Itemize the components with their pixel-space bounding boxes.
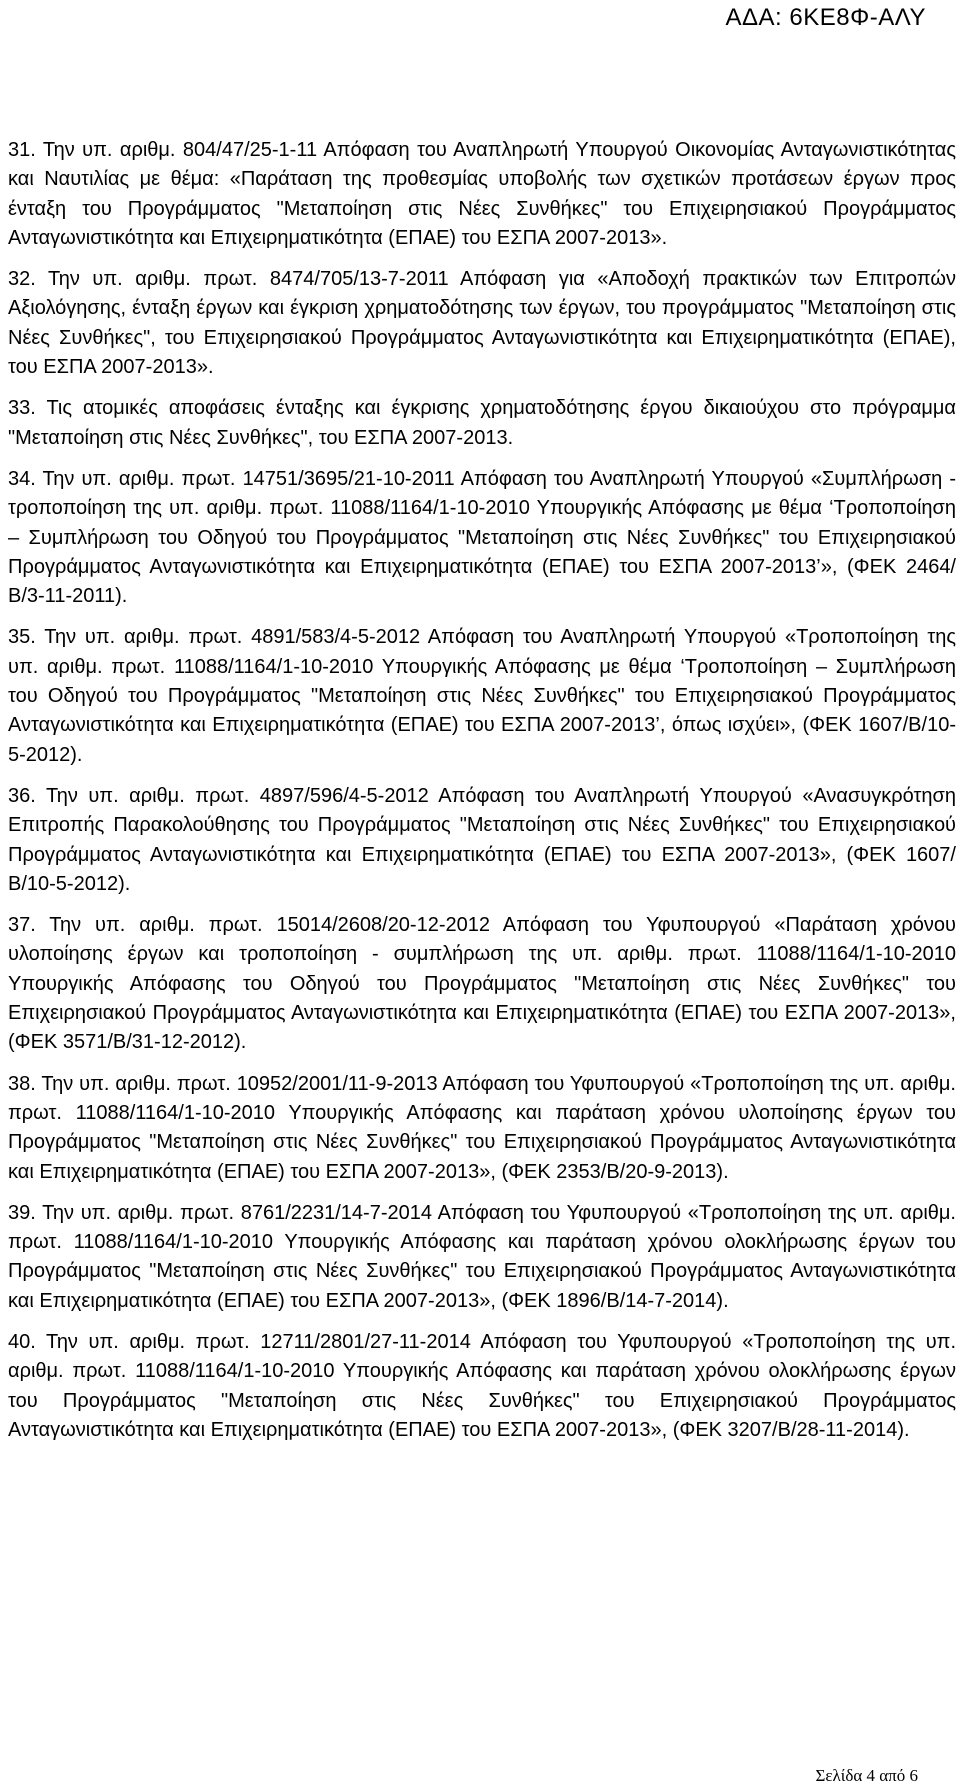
numbered-paragraph-37: 37. Την υπ. αριθμ. πρωτ. 15014/2608/20-12-2012 Απόφαση του Υφυπουργού «Παράταση χρόνου υλοποίησης έργων και τροποποίηση - συμπλήρωση της υπ. αριθμ. πρωτ. 11088/1164/1-10-2010 Υπουργικής Απόφασης του Οδηγού του Προγράμματος "Μεταποίηση στις Νέες Συνθήκες" του Επιχειρησιακού Προγράμματος Ανταγωνιστικότητα και Επιχειρηματικότητα (ΕΠΑΕ) του ΕΣΠΑ 2007-2013», (ΦΕΚ 3571/Β/31-12-2012).	[8, 914, 956, 1054]
numbered-paragraph-31: 31. Την υπ. αριθμ. 804/47/25-1-11 Απόφαση του Αναπληρωτή Υπουργού Οικονομίας Ανταγωνιστικότητας και Ναυτιλίας με θέμα: «Παράταση της προθεσμίας υποβολής των σχετικών προτάσεων έργων προς ένταξη του Προγράμματος "Μεταποίηση στις Νέες Συνθήκες" του Επιχειρησιακού Προγράμματος Ανταγωνιστικότητα και Επιχειρηματικότητα (ΕΠΑΕ) του ΕΣΠΑ 2007-2013».	[8, 139, 956, 249]
numbered-paragraph-35: 35. Την υπ. αριθμ. πρωτ. 4891/583/4-5-2012 Απόφαση του Αναπληρωτή Υπουργού «Τροποποίηση της υπ. αριθμ. πρωτ. 11088/1164/1-10-2010 Υπουργικής Απόφασης με θέμα ‘Τροποποίηση – Συμπλήρωση του Οδηγού του Προγράμματος "Μεταποίηση στις Νέες Συνθήκες" του Επιχειρησιακού Προγράμματος Ανταγωνιστικότητα και Επιχειρηματικότητα (ΕΠΑΕ) του ΕΣΠΑ 2007-2013’, όπως ισχύει», (ΦΕΚ 1607/Β/10-5-2012).	[8, 626, 956, 766]
ada-code: ΑΔΑ: 6ΚΕ8Φ-ΑΛΥ	[725, 4, 926, 31]
numbered-paragraph-38: 38. Την υπ. αριθμ. πρωτ. 10952/2001/11-9-2013 Απόφαση του Υφυπουργού «Τροποποίηση της υπ. αριθμ. πρωτ. 11088/1164/1-10-2010 Υπουργικής Απόφασης και παράταση χρόνου υλοποίησης έργων του Προγράμματος "Μεταποίηση στις Νέες Συνθήκες" του Επιχειρησιακού Προγράμματος Ανταγωνιστικότητα και Επιχειρηματικότητα (ΕΠΑΕ) του ΕΣΠΑ 2007-2013», (ΦΕΚ 2353/Β/20-9-2013).	[8, 1072, 956, 1183]
page-number: Σελίδα 4 από 6	[815, 1766, 918, 1785]
numbered-paragraph-34: 34. Την υπ. αριθμ. πρωτ. 14751/3695/21-10-2011 Απόφαση του Αναπληρωτή Υπουργού «Συμπλήρωση - τροποποίηση της υπ. αριθμ. πρωτ. 11088/1164/1-10-2010 Υπουργικής Απόφασης με θέμα ‘Τροποποίηση – Συμπλήρωση του Οδηγού του Προγράμματος "Μεταποίηση στις Νέες Συνθήκες" του Επιχειρησιακού Προγράμματος Ανταγωνιστικότητα και Επιχειρηματικότητα (ΕΠΑΕ) του ΕΣΠΑ 2007-2013’», (ΦΕΚ 2464/Β/3-11-2011).	[8, 467, 956, 608]
document-body	[8, 136, 956, 1457]
numbered-paragraph-33: 33. Τις ατομικές αποφάσεις ένταξης και έγκρισης χρηματοδότησης έργου δικαιούχου στο πρόγραμμα "Μεταποίηση στις Νέες Συνθήκες", του ΕΣΠΑ 2007-2013.	[8, 397, 956, 449]
numbered-paragraph-39: 39. Την υπ. αριθμ. πρωτ. 8761/2231/14-7-2014 Απόφαση του Υφυπουργού «Τροποποίηση της υπ. αριθμ. πρωτ. 11088/1164/1-10-2010 Υπουργικής Απόφασης και παράταση χρόνου ολοκλήρωσης έργων του Προγράμματος "Μεταποίηση στις Νέες Συνθήκες" του Επιχειρησιακού Προγράμματος Ανταγωνιστικότητα και Επιχειρηματικότητα (ΕΠΑΕ) του ΕΣΠΑ 2007-2013», (ΦΕΚ 1896/Β/14-7-2014).	[8, 1201, 956, 1312]
numbered-paragraph-36: 36. Την υπ. αριθμ. πρωτ. 4897/596/4-5-2012 Απόφαση του Αναπληρωτή Υπουργού «Ανασυγκρότηση Επιτροπής Παρακολούθησης του Προγράμματος "Μεταποίηση στις Νέες Συνθήκες" του Επιχειρησιακού Προγράμματος Ανταγωνιστικότητα και Επιχειρηματικότητα (ΕΠΑΕ) του ΕΣΠΑ 2007-2013», (ΦΕΚ 1607/Β/10-5-2012).	[8, 784, 956, 895]
numbered-paragraph-40: 40. Την υπ. αριθμ. πρωτ. 12711/2801/27-11-2014 Απόφαση του Υφυπουργού «Τροποποίηση της υπ. αριθμ. πρωτ. 11088/1164/1-10-2010 Υπουργικής Απόφασης και παράταση χρόνου ολοκλήρωσης έργων του Προγράμματος "Μεταποίηση στις Νέες Συνθήκες" του Επιχειρησιακού Προγράμματος Ανταγωνιστικότητα και Επιχειρηματικότητα (ΕΠΑΕ) του ΕΣΠΑ 2007-2013», (ΦΕΚ 3207/Β/28-11-2014).	[8, 1330, 956, 1441]
numbered-paragraph-32: 32. Την υπ. αριθμ. πρωτ. 8474/705/13-7-2011 Απόφαση για «Αποδοχή πρακτικών των Επιτροπών Αξιολόγησης, ένταξη έργων και έγκριση χρηματοδότησης των έργων, του προγράμματος "Μεταποίηση στις Νέες Συνθήκες", του Επιχειρησιακού Προγράμματος Ανταγωνιστικότητα και Επιχειρηματικότητα (ΕΠΑΕ), του ΕΣΠΑ 2007-2013».	[8, 268, 956, 379]
